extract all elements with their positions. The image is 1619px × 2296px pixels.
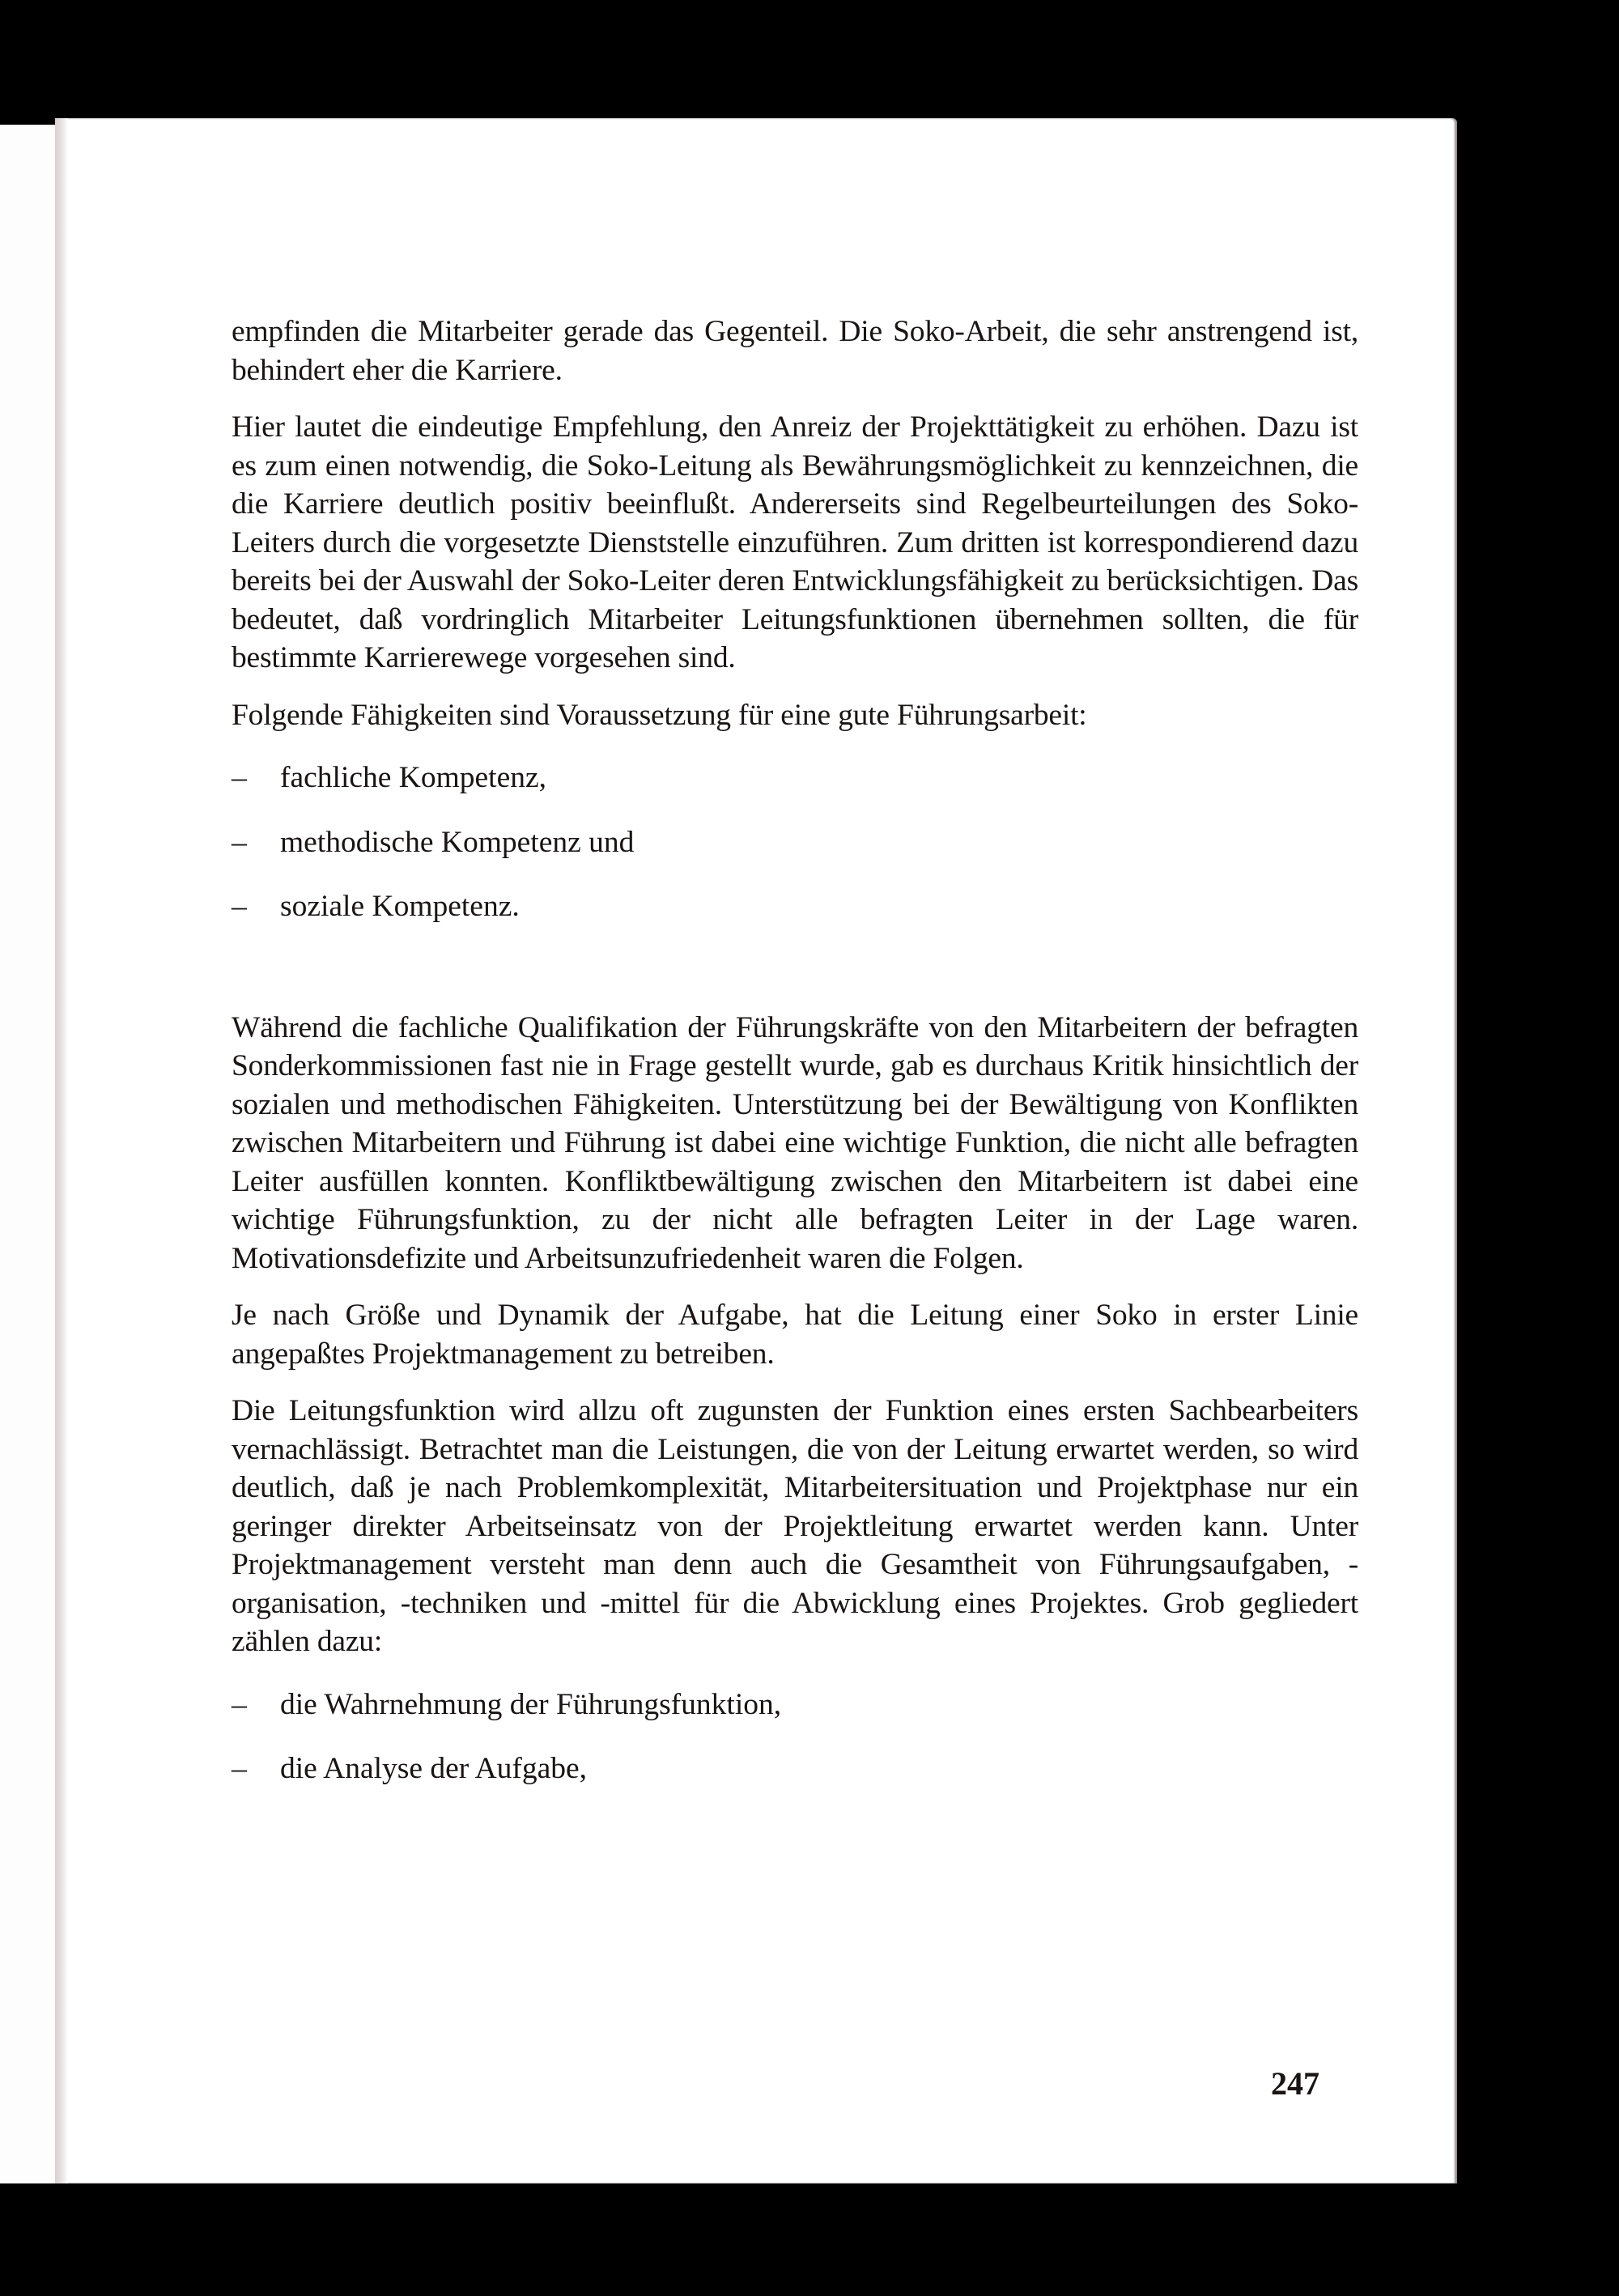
paragraph: Während die fachliche Qualifikation der Führungskräfte von den Mitarbeitern der befragten Sonderkommissionen fast nie in Frage gestellt wurde, gab es durchaus Kritik hinsichtlich der sozialen und methodischen Fähigkeiten. Unterstützung bei der Bewältigung von Konflikten zwischen Mitarbeitern und Führung ist dabei eine wichtige Funktion, die nicht alle befragten Leiter ausfüllen konnten. Konfliktbewältigung zwischen den Mitarbeitern ist dabei eine wichtige Führungsfunktion, zu der nicht alle befragten Leiter in der Lage waren. Motivationsdefizite und Arbeitsunzufriedenheit waren die Folgen. [232,1010,1358,1275]
page-number: 247 [1271,2065,1319,2102]
page-body [232,313,1358,1814]
list-item-text: die Wahrnehmung der Führungsfunktion, [280,1687,782,1721]
list-item [232,759,1358,797]
list-item [232,887,1358,926]
list-item [232,1750,1358,1788]
list-item [232,823,1358,862]
paragraph: empfinden die Mitarbeiter gerade das Gegenteil. Die Soko-Arbeit, die sehr anstrengend ist, behindert eher die Karriere. [232,315,1358,387]
paragraph: Folgende Fähigkeiten sind Voraussetzung für eine gute Führungsarbeit: [232,698,1087,732]
list-item-text: soziale Kompetenz. [280,890,520,923]
section-spacer [232,952,1358,1009]
competence-list [232,759,1358,926]
dash-bullet-icon: – [232,890,247,923]
project-management-list [232,1686,1358,1788]
page-spine-shadow [55,118,68,2183]
book-page [55,118,1457,2183]
list-item [232,1686,1358,1724]
dash-bullet-icon: – [232,1687,247,1721]
paragraph: Je nach Größe und Dynamik der Aufgabe, hat die Leitung einer Soko in erster Linie angepaßtes Projektmanagement zu betreiben. [232,1299,1358,1371]
paragraph: Hier lautet die eindeutige Empfehlung, den Anreiz der Projekttätigkeit zu erhöhen. Dazu ist es zum einen notwendig, die Soko-Leitung als Bewährungsmöglichkeit zu kennzeichnen, die die Karriere deutlich positiv beeinflußt. Andererseits sind Regelbeurteilungen des Soko-Leiters durch die vorgesetzte Dienststelle einzuführen. Zum dritten ist korrespondierend dazu bereits bei der Auswahl der Soko-Leiter deren Entwicklungsfähigkeit zu berücksichtigen. Das bedeutet, daß vordringlich Mitarbeiter Leitungsfunktionen übernehmen sollten, die für bestimmte Karrierewege vorgesehen sind. [232,410,1358,674]
list-item-text: methodische Kompetenz und [280,825,635,859]
list-item-text: fachliche Kompetenz, [280,761,547,794]
list-item-text: die Analyse der Aufgabe, [280,1752,588,1785]
dash-bullet-icon: – [232,761,247,794]
scan-left-margin [0,125,55,2183]
paragraph: Die Leitungsfunktion wird allzu oft zugunsten der Funktion eines ersten Sachbearbeiters vernachlässigt. Betrachtet man die Leistungen, die von der Leitung erwartet werden, so wird deutlich, daß je nach Problemkomplexität, Mitarbeitersituation und Projektphase nur ein geringer direkter Arbeitseinsatz von der Projektleitung erwartet werden kann. Unter Projektmanagement versteht man denn auch die Gesamtheit von Führungsaufgaben, -organisation, -techniken und -mittel für die Abwicklung eines Projektes. Grob gegliedert zählen dazu: [232,1394,1358,1658]
dash-bullet-icon: – [232,1752,247,1785]
dash-bullet-icon: – [232,825,247,859]
